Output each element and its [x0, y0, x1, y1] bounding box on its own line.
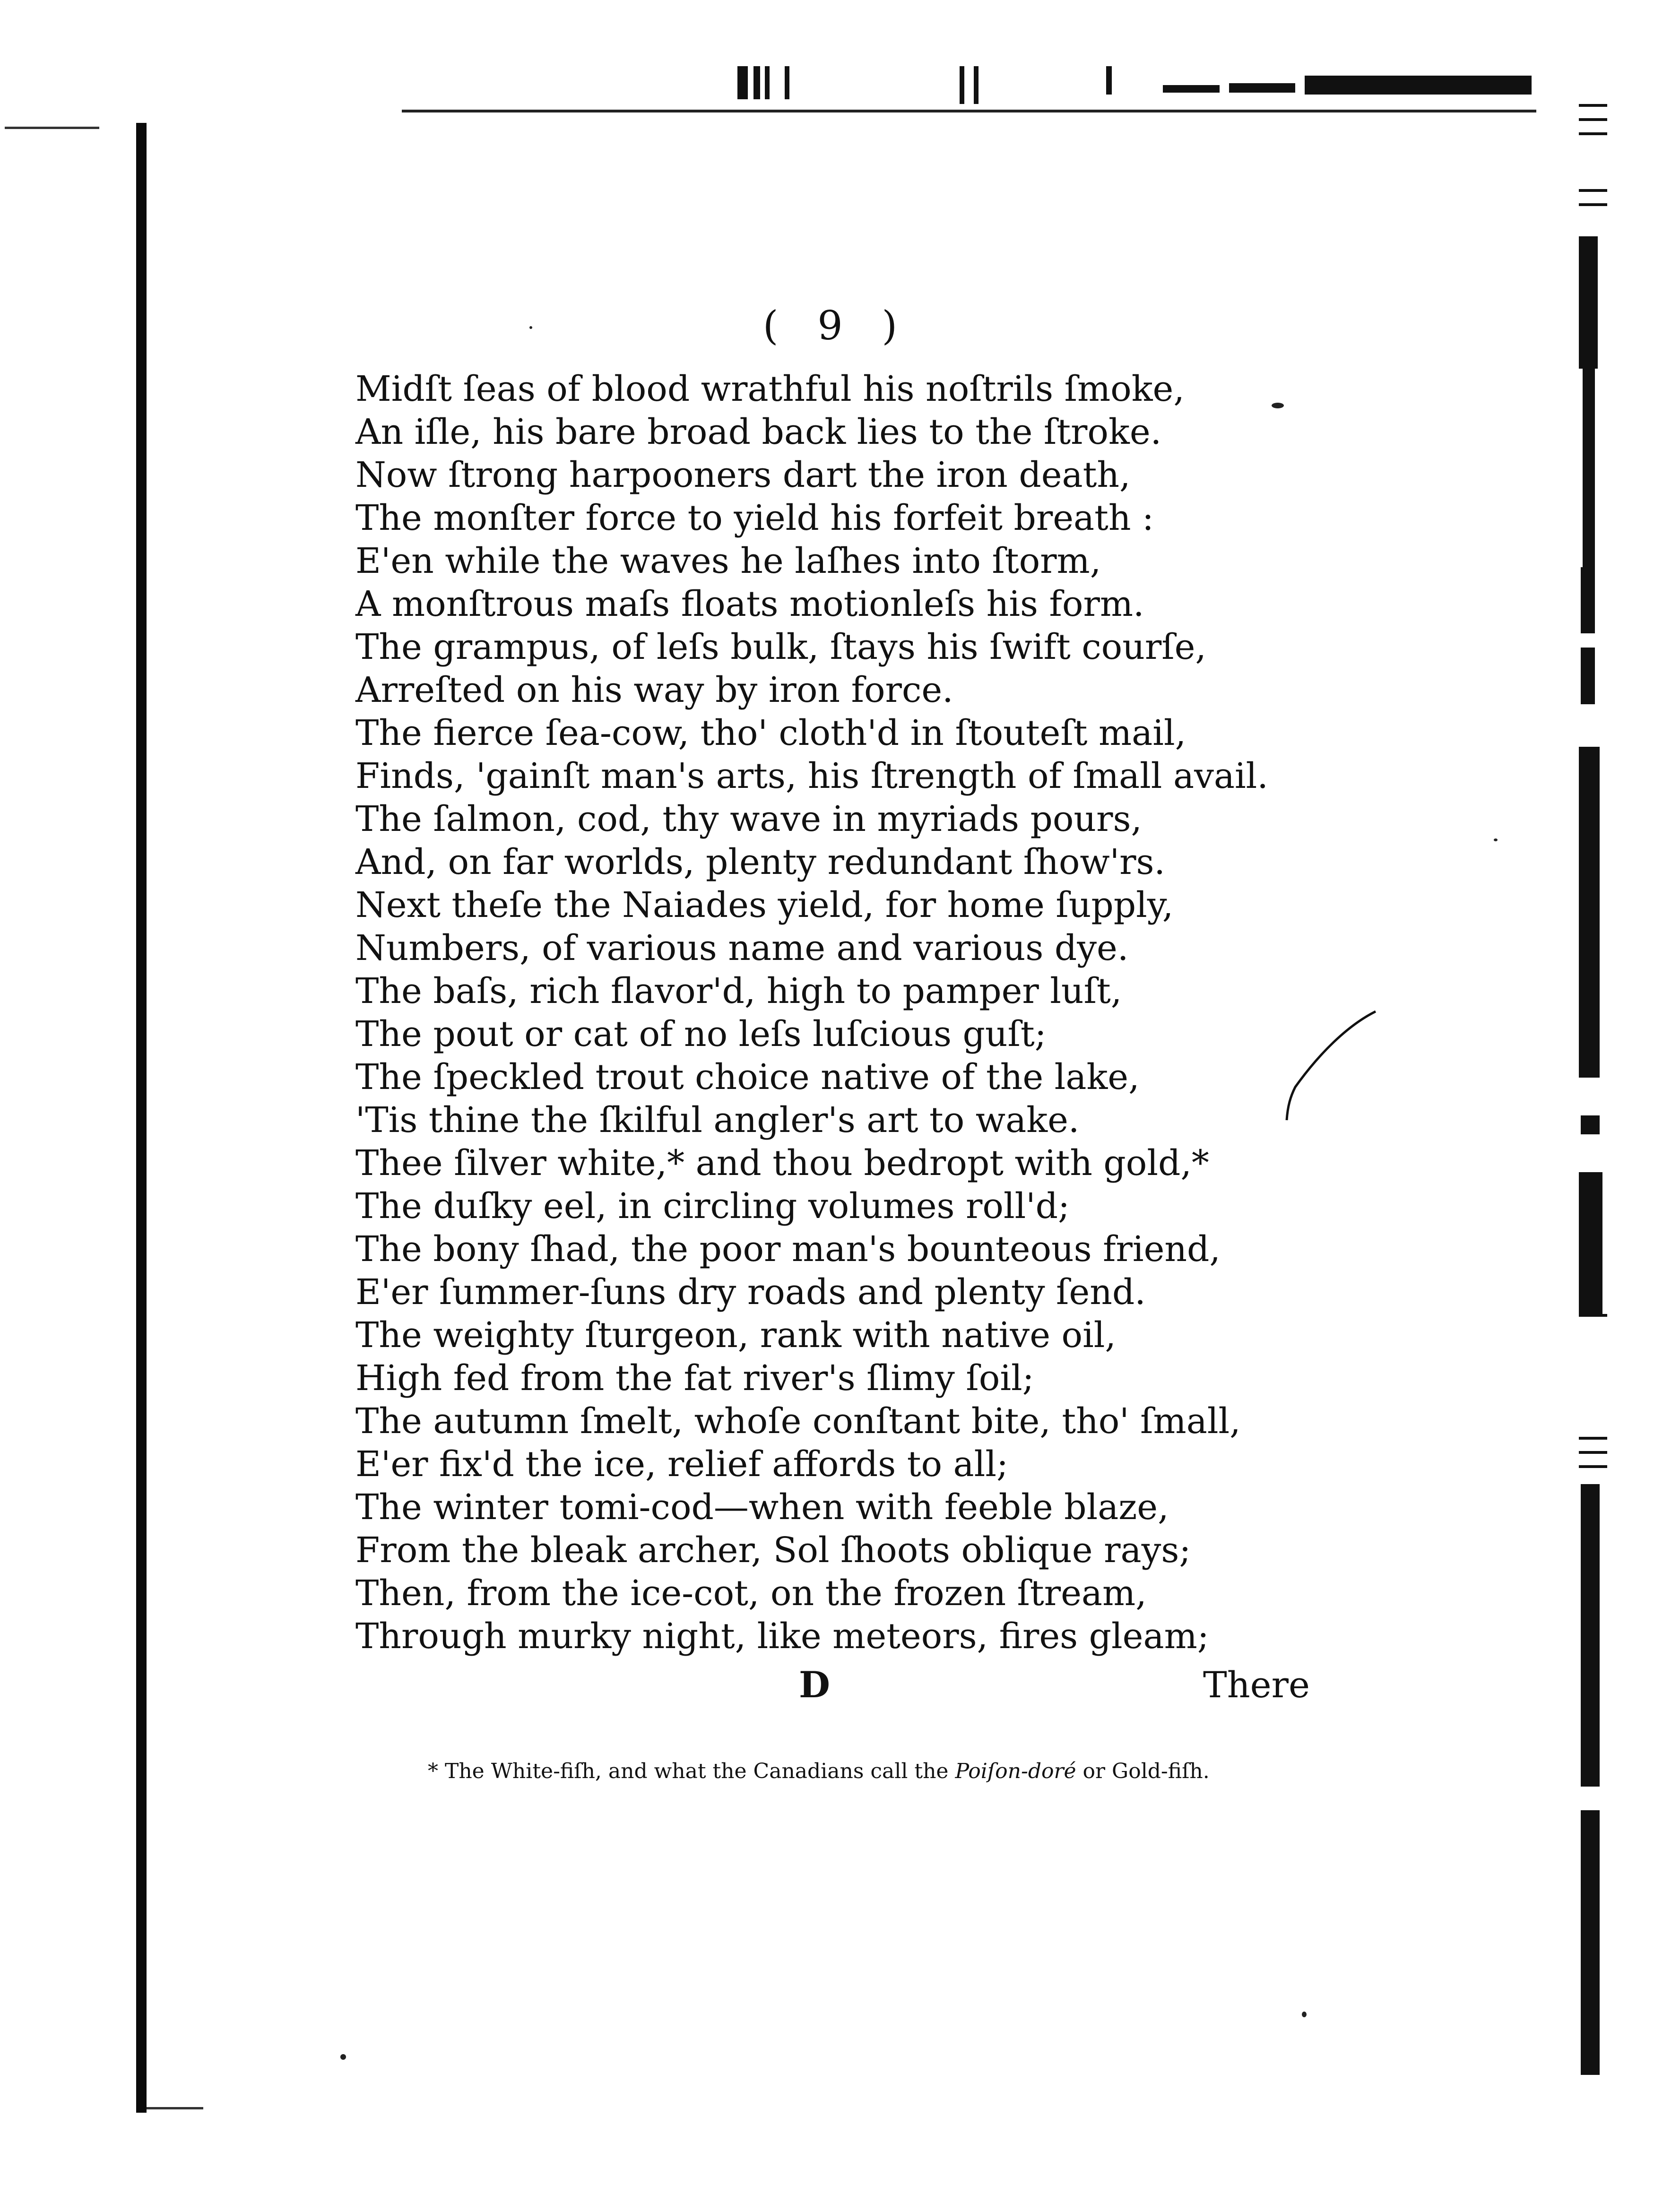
scan-top-rule	[402, 110, 1536, 112]
scan-top-marks	[737, 66, 1541, 104]
poem-line: An iſle, his bare broad back lies to the ſtroke.	[355, 412, 1162, 452]
poem-line: The bony ſhad, the poor man's bounteous friend,	[355, 1229, 1221, 1270]
poem-line: Then, from the ice-cot, on the frozen ſtream,	[355, 1573, 1147, 1614]
scan-right-edge	[1574, 85, 1612, 2070]
poem-line: Thee ſilver white,* and thou bedropt with gold,*	[355, 1143, 1209, 1183]
scan-speck	[529, 326, 532, 329]
footnote-italic-term: Poiſon-doré	[955, 1759, 1076, 1783]
poem-line: The ſalmon, cod, thy wave in myriads pours,	[355, 799, 1142, 839]
poem-line: High fed from the fat river's ſlimy ſoil;	[355, 1358, 1034, 1399]
poem-line: The winter tomi-cod—when with feeble blaze,	[355, 1487, 1169, 1528]
poem-line: Finds, 'gainſt man's arts, his ſtrength of ſmall avail.	[355, 756, 1268, 796]
scan-left-bottom-tick	[147, 2107, 203, 2109]
poem-line: The weighty ſturgeon, rank with native oil,	[355, 1315, 1116, 1356]
footnote	[428, 1759, 1210, 1783]
poem-line: And, on far worlds, plenty redundant ſhow'rs.	[355, 842, 1165, 882]
poem	[355, 368, 1395, 1658]
poem-line: The autumn ſmelt, whoſe conſtant bite, tho' ſmall,	[355, 1401, 1241, 1442]
poem-line: Arreſted on his way by iron force.	[355, 670, 953, 710]
scan-speck	[340, 2054, 346, 2060]
signature-mark: D	[799, 1664, 830, 1706]
footnote-text: The White-fiſh, and what the Canadians call the	[445, 1759, 949, 1783]
poem-line: The grampus, of leſs bulk, ſtays his ſwift courſe,	[355, 627, 1206, 667]
poem-line: E'en while the waves he laſhes into ſtorm,	[355, 541, 1101, 581]
scan-speck	[1494, 838, 1498, 841]
poem-line: The fierce ſea-cow, tho' cloth'd in ſtouteſt mail,	[355, 713, 1186, 753]
page-number: ( 9 )	[762, 302, 911, 349]
poem-line: Next theſe the Naiades yield, for home ſupply,	[355, 885, 1174, 925]
poem-line: E'er fix'd the ice, relief affords to all;	[355, 1444, 1008, 1485]
poem-line: Midſt ſeas of blood wrathful his noſtrils ſmoke,	[355, 369, 1185, 409]
poem-line: Now ſtrong harpooners dart the iron death,	[355, 455, 1131, 495]
poem-line: The duſky eel, in circling volumes roll'd;	[355, 1186, 1070, 1227]
scan-left-border	[136, 123, 147, 2113]
poem-line: The monſter force to yield his forfeit breath :	[355, 498, 1154, 538]
scan-speck	[1302, 2012, 1307, 2017]
poem-line: From the bleak archer, Sol ſhoots oblique rays;	[355, 1530, 1191, 1571]
footnote-marker: *	[428, 1759, 438, 1783]
footnote-text-end: or Gold-fiſh.	[1082, 1759, 1210, 1783]
poem-line: The pout or cat of no leſs luſcious guſt;	[355, 1014, 1047, 1054]
scan-left-tick	[5, 127, 99, 129]
poem-line: Through murky night, like meteors, fires gleam;	[355, 1616, 1209, 1657]
poem-line: The baſs, rich flavor'd, high to pamper luſt,	[355, 971, 1122, 1011]
catchword: There	[1203, 1664, 1310, 1706]
poem-line: 'Tis thine the ſkilful angler's art to wake.	[355, 1100, 1080, 1140]
poem-line: A monſtrous maſs floats motionleſs his form.	[355, 584, 1144, 624]
poem-line: The ſpeckled trout choice native of the lake,	[355, 1057, 1140, 1097]
poem-line: Numbers, of various name and various dye.	[355, 928, 1129, 968]
poem-line: E'er ſummer-ſuns dry roads and plenty ſend.	[355, 1272, 1146, 1313]
